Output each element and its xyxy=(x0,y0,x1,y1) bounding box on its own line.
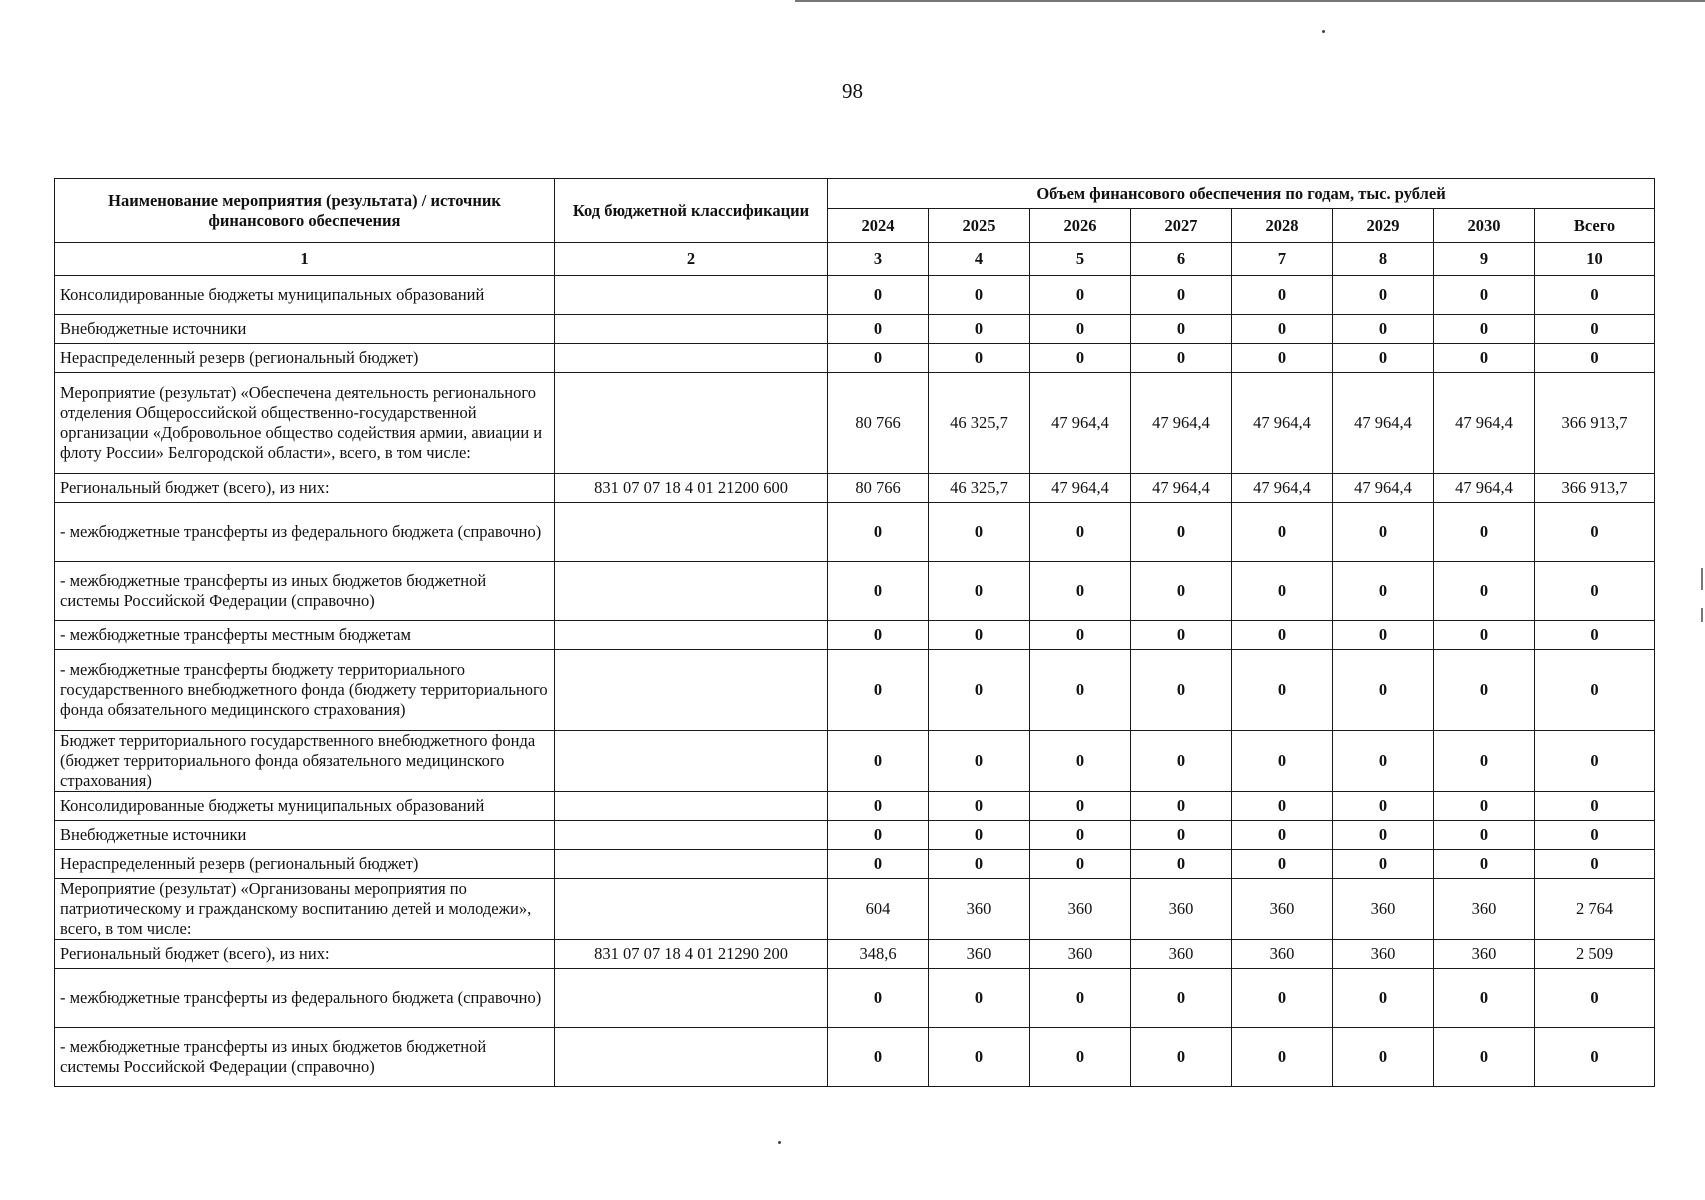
year-value-cell: 0 xyxy=(1333,792,1434,821)
year-value-cell: 0 xyxy=(1030,792,1131,821)
financing-table xyxy=(54,178,1655,1087)
year-value-cell: 47 964,4 xyxy=(1333,474,1434,503)
year-value-cell: 47 964,4 xyxy=(1131,373,1232,474)
year-value-cell: 360 xyxy=(1232,879,1333,940)
table-row xyxy=(55,503,1655,562)
year-value-cell: 0 xyxy=(1434,969,1535,1028)
year-value-cell: 0 xyxy=(929,276,1030,315)
year-value-cell: 0 xyxy=(1333,276,1434,315)
year-value-cell: 348,6 xyxy=(828,940,929,969)
year-value-cell: 47 964,4 xyxy=(1232,373,1333,474)
table-row xyxy=(55,474,1655,503)
column-number: 4 xyxy=(929,243,1030,276)
year-header: 2028 xyxy=(1232,209,1333,243)
year-value-cell: 0 xyxy=(1333,969,1434,1028)
year-value-cell: 0 xyxy=(1434,850,1535,879)
year-value-cell: 0 xyxy=(1434,562,1535,621)
year-value-cell: 0 xyxy=(1333,315,1434,344)
year-value-cell: 0 xyxy=(1030,276,1131,315)
year-value-cell: 0 xyxy=(1030,562,1131,621)
row-name-cell: Консолидированные бюджеты муниципальных образований xyxy=(55,276,555,315)
year-value-cell: 0 xyxy=(1131,503,1232,562)
year-value-cell: 0 xyxy=(828,1028,929,1087)
year-value-cell: 0 xyxy=(1131,821,1232,850)
budget-code-cell xyxy=(555,621,828,650)
year-value-cell: 0 xyxy=(1232,503,1333,562)
row-name-cell: Нераспределенный резерв (региональный бюджет) xyxy=(55,344,555,373)
total-value-cell: 0 xyxy=(1535,344,1655,373)
table-row xyxy=(55,850,1655,879)
column-number: 7 xyxy=(1232,243,1333,276)
table-row xyxy=(55,315,1655,344)
year-value-cell: 0 xyxy=(1030,731,1131,792)
row-name-cell: Региональный бюджет (всего), из них: xyxy=(55,474,555,503)
page-number: 98 xyxy=(842,79,863,103)
budget-code-cell: 831 07 07 18 4 01 21290 200 xyxy=(555,940,828,969)
year-value-cell: 0 xyxy=(1232,650,1333,731)
table-row xyxy=(55,276,1655,315)
year-value-cell: 0 xyxy=(828,650,929,731)
year-value-cell: 0 xyxy=(1131,344,1232,373)
year-value-cell: 0 xyxy=(1434,731,1535,792)
year-value-cell: 0 xyxy=(1333,821,1434,850)
year-value-cell: 46 325,7 xyxy=(929,474,1030,503)
table-row xyxy=(55,731,1655,792)
top-edge-line xyxy=(795,0,1705,2)
scan-speck xyxy=(778,1141,781,1144)
year-value-cell: 0 xyxy=(929,1028,1030,1087)
row-name-cell: Региональный бюджет (всего), из них: xyxy=(55,940,555,969)
total-value-cell: 0 xyxy=(1535,650,1655,731)
year-value-cell: 360 xyxy=(1030,940,1131,969)
year-value-cell: 47 964,4 xyxy=(1434,474,1535,503)
header-row xyxy=(55,179,1655,209)
year-value-cell: 0 xyxy=(1030,315,1131,344)
year-value-cell: 0 xyxy=(1434,792,1535,821)
budget-code-cell xyxy=(555,650,828,731)
table-row xyxy=(55,344,1655,373)
year-value-cell: 0 xyxy=(929,792,1030,821)
year-value-cell: 0 xyxy=(1131,276,1232,315)
year-value-cell: 0 xyxy=(1434,621,1535,650)
year-value-cell: 0 xyxy=(828,503,929,562)
year-header: 2025 xyxy=(929,209,1030,243)
total-header: Всего xyxy=(1535,209,1655,243)
budget-code-cell: 831 07 07 18 4 01 21200 600 xyxy=(555,474,828,503)
row-name-cell: Бюджет территориального государственного внебюджетного фонда (бюджет территориального фонда обязательного медицинского страхования) xyxy=(55,731,555,792)
year-value-cell: 47 964,4 xyxy=(1131,474,1232,503)
budget-code-cell xyxy=(555,1028,828,1087)
column-number: 5 xyxy=(1030,243,1131,276)
year-value-cell: 0 xyxy=(1232,821,1333,850)
row-name-cell: - межбюджетные трансферты из федерального бюджета (справочно) xyxy=(55,969,555,1028)
year-value-cell: 0 xyxy=(1333,503,1434,562)
year-value-cell: 0 xyxy=(1030,344,1131,373)
row-name-cell: Внебюджетные источники xyxy=(55,315,555,344)
year-value-cell: 0 xyxy=(929,315,1030,344)
year-value-cell: 0 xyxy=(929,821,1030,850)
year-value-cell: 0 xyxy=(1030,969,1131,1028)
total-value-cell: 366 913,7 xyxy=(1535,373,1655,474)
total-value-cell: 0 xyxy=(1535,276,1655,315)
year-value-cell: 0 xyxy=(929,850,1030,879)
year-value-cell: 0 xyxy=(828,315,929,344)
row-name-cell: Консолидированные бюджеты муниципальных образований xyxy=(55,792,555,821)
year-value-cell: 0 xyxy=(929,621,1030,650)
table-row xyxy=(55,373,1655,474)
total-value-cell: 0 xyxy=(1535,969,1655,1028)
year-value-cell: 0 xyxy=(929,344,1030,373)
budget-code-cell xyxy=(555,315,828,344)
total-value-cell: 0 xyxy=(1535,821,1655,850)
year-value-cell: 0 xyxy=(1333,344,1434,373)
row-name-cell: - межбюджетные трансферты из иных бюджетов бюджетной системы Российской Федерации (справочно) xyxy=(55,1028,555,1087)
budget-code-cell xyxy=(555,503,828,562)
total-value-cell: 0 xyxy=(1535,792,1655,821)
year-value-cell: 47 964,4 xyxy=(1030,373,1131,474)
year-value-cell: 0 xyxy=(1232,792,1333,821)
year-value-cell: 0 xyxy=(828,969,929,1028)
table-row xyxy=(55,879,1655,940)
table-row xyxy=(55,792,1655,821)
budget-code-cell xyxy=(555,373,828,474)
table-row xyxy=(55,821,1655,850)
total-value-cell: 2 509 xyxy=(1535,940,1655,969)
year-value-cell: 0 xyxy=(1333,1028,1434,1087)
total-value-cell: 0 xyxy=(1535,621,1655,650)
year-value-cell: 0 xyxy=(929,503,1030,562)
year-value-cell: 0 xyxy=(1434,344,1535,373)
year-value-cell: 0 xyxy=(1232,731,1333,792)
year-value-cell: 0 xyxy=(1333,850,1434,879)
year-header: 2027 xyxy=(1131,209,1232,243)
year-value-cell: 0 xyxy=(1232,344,1333,373)
row-name-cell: Мероприятие (результат) «Организованы мероприятия по патриотическому и гражданскому воспитанию детей и молодежи», всего, в том числе: xyxy=(55,879,555,940)
column-number: 1 xyxy=(55,243,555,276)
scan-edge-mark xyxy=(1701,608,1703,622)
year-value-cell: 0 xyxy=(1232,621,1333,650)
year-value-cell: 80 766 xyxy=(828,373,929,474)
year-value-cell: 0 xyxy=(828,792,929,821)
year-value-cell: 0 xyxy=(1434,315,1535,344)
budget-code-cell xyxy=(555,850,828,879)
year-value-cell: 0 xyxy=(1030,621,1131,650)
year-value-cell: 0 xyxy=(1030,503,1131,562)
budget-code-cell xyxy=(555,969,828,1028)
year-value-cell: 0 xyxy=(1030,821,1131,850)
scan-speck xyxy=(1322,30,1325,33)
year-value-cell: 0 xyxy=(1131,850,1232,879)
budget-code-cell xyxy=(555,344,828,373)
year-header: 2029 xyxy=(1333,209,1434,243)
code-column-header: Код бюджетной классификации xyxy=(555,179,828,243)
year-value-cell: 47 964,4 xyxy=(1232,474,1333,503)
year-value-cell: 0 xyxy=(1232,850,1333,879)
year-value-cell: 0 xyxy=(828,821,929,850)
column-number: 2 xyxy=(555,243,828,276)
table-body xyxy=(55,276,1655,1087)
year-value-cell: 0 xyxy=(1434,821,1535,850)
year-value-cell: 0 xyxy=(1030,1028,1131,1087)
row-name-cell: - межбюджетные трансферты бюджету территориального государственного внебюджетного фонда (бюджету территориального фонда обязательного медицинского страхования) xyxy=(55,650,555,731)
budget-code-cell xyxy=(555,879,828,940)
budget-code-cell xyxy=(555,792,828,821)
year-value-cell: 0 xyxy=(1131,562,1232,621)
year-value-cell: 0 xyxy=(1030,850,1131,879)
table-row xyxy=(55,1028,1655,1087)
year-value-cell: 604 xyxy=(828,879,929,940)
year-value-cell: 0 xyxy=(929,650,1030,731)
table-row xyxy=(55,621,1655,650)
year-value-cell: 360 xyxy=(1333,879,1434,940)
table-row xyxy=(55,940,1655,969)
year-value-cell: 0 xyxy=(1131,621,1232,650)
year-value-cell: 0 xyxy=(1333,650,1434,731)
year-header: 2026 xyxy=(1030,209,1131,243)
year-value-cell: 0 xyxy=(1131,969,1232,1028)
year-value-cell: 0 xyxy=(1232,276,1333,315)
year-value-cell: 0 xyxy=(828,621,929,650)
year-value-cell: 0 xyxy=(929,969,1030,1028)
name-column-header: Наименование мероприятия (результата) / источник финансового обеспечения xyxy=(55,179,555,243)
budget-code-cell xyxy=(555,821,828,850)
table-row xyxy=(55,562,1655,621)
year-value-cell: 0 xyxy=(1434,650,1535,731)
row-name-cell: Нераспределенный резерв (региональный бюджет) xyxy=(55,850,555,879)
scan-edge-mark xyxy=(1701,568,1703,590)
year-value-cell: 0 xyxy=(1333,562,1434,621)
year-value-cell: 360 xyxy=(1030,879,1131,940)
year-value-cell: 360 xyxy=(1434,940,1535,969)
total-value-cell: 0 xyxy=(1535,731,1655,792)
year-value-cell: 360 xyxy=(1333,940,1434,969)
year-value-cell: 0 xyxy=(828,562,929,621)
year-value-cell: 0 xyxy=(1131,650,1232,731)
column-number: 9 xyxy=(1434,243,1535,276)
year-value-cell: 0 xyxy=(1232,969,1333,1028)
row-name-cell: - межбюджетные трансферты из федерального бюджета (справочно) xyxy=(55,503,555,562)
year-value-cell: 80 766 xyxy=(828,474,929,503)
total-value-cell: 0 xyxy=(1535,503,1655,562)
year-value-cell: 0 xyxy=(1131,792,1232,821)
year-value-cell: 0 xyxy=(929,731,1030,792)
year-value-cell: 0 xyxy=(1030,650,1131,731)
year-value-cell: 360 xyxy=(1131,940,1232,969)
row-name-cell: Мероприятие (результат) «Обеспечена деятельность регионального отделения Общероссийской общественно-государственной организации «Добровольное общество содействия армии, авиации и флоту России» Белгородской области», всего, в том числе: xyxy=(55,373,555,474)
year-value-cell: 0 xyxy=(1131,731,1232,792)
year-value-cell: 47 964,4 xyxy=(1030,474,1131,503)
volume-column-header: Объем финансового обеспечения по годам, тыс. рублей xyxy=(828,179,1655,209)
year-value-cell: 0 xyxy=(828,731,929,792)
total-value-cell: 0 xyxy=(1535,850,1655,879)
year-value-cell: 0 xyxy=(1232,1028,1333,1087)
total-value-cell: 0 xyxy=(1535,1028,1655,1087)
total-value-cell: 0 xyxy=(1535,315,1655,344)
year-value-cell: 0 xyxy=(1434,1028,1535,1087)
year-value-cell: 0 xyxy=(1333,621,1434,650)
year-value-cell: 360 xyxy=(929,879,1030,940)
year-value-cell: 47 964,4 xyxy=(1434,373,1535,474)
year-value-cell: 0 xyxy=(1232,562,1333,621)
year-value-cell: 360 xyxy=(929,940,1030,969)
year-value-cell: 0 xyxy=(929,562,1030,621)
year-value-cell: 0 xyxy=(1434,276,1535,315)
year-value-cell: 0 xyxy=(1232,315,1333,344)
year-value-cell: 0 xyxy=(828,850,929,879)
column-number: 6 xyxy=(1131,243,1232,276)
column-number: 3 xyxy=(828,243,929,276)
year-value-cell: 360 xyxy=(1232,940,1333,969)
row-name-cell: Внебюджетные источники xyxy=(55,821,555,850)
year-value-cell: 47 964,4 xyxy=(1333,373,1434,474)
year-value-cell: 360 xyxy=(1131,879,1232,940)
year-value-cell: 0 xyxy=(828,344,929,373)
year-value-cell: 0 xyxy=(1333,731,1434,792)
year-header: 2030 xyxy=(1434,209,1535,243)
budget-code-cell xyxy=(555,562,828,621)
total-value-cell: 2 764 xyxy=(1535,879,1655,940)
budget-code-cell xyxy=(555,276,828,315)
column-number: 10 xyxy=(1535,243,1655,276)
year-value-cell: 0 xyxy=(1131,1028,1232,1087)
total-value-cell: 366 913,7 xyxy=(1535,474,1655,503)
year-value-cell: 0 xyxy=(1434,503,1535,562)
year-value-cell: 46 325,7 xyxy=(929,373,1030,474)
year-header: 2024 xyxy=(828,209,929,243)
row-name-cell: - межбюджетные трансферты местным бюджетам xyxy=(55,621,555,650)
year-value-cell: 0 xyxy=(1131,315,1232,344)
total-value-cell: 0 xyxy=(1535,562,1655,621)
column-number: 8 xyxy=(1333,243,1434,276)
table-row xyxy=(55,650,1655,731)
year-value-cell: 360 xyxy=(1434,879,1535,940)
year-value-cell: 0 xyxy=(828,276,929,315)
budget-code-cell xyxy=(555,731,828,792)
row-name-cell: - межбюджетные трансферты из иных бюджетов бюджетной системы Российской Федерации (справочно) xyxy=(55,562,555,621)
table-row xyxy=(55,969,1655,1028)
column-number-row xyxy=(55,243,1655,276)
